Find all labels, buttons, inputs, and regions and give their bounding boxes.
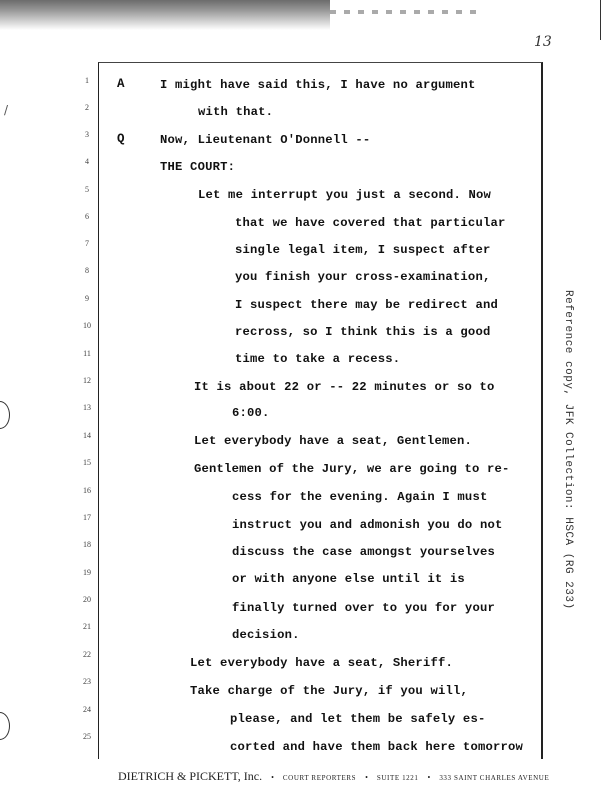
transcript-line: Now, Lieutenant O'Donnell --	[160, 133, 371, 147]
footer-suite: SUITE 1221	[376, 774, 419, 782]
scan-artifact-right-edge	[600, 0, 601, 40]
line-number: 14	[83, 431, 91, 440]
line-number: 23	[83, 677, 91, 686]
transcript-line: Let me interrupt you just a second. Now	[198, 188, 492, 202]
transcript-line: instruct you and admonish you do not	[232, 518, 503, 532]
footer-separator: •	[271, 773, 274, 782]
line-number: 18	[83, 540, 91, 549]
line-number: 20	[83, 595, 91, 604]
footer-separator: •	[427, 773, 431, 782]
speaker-answer: A	[117, 77, 125, 91]
page-number: 13	[534, 34, 552, 50]
line-number: 7	[85, 239, 89, 248]
scan-artifact-top	[0, 0, 330, 30]
line-number: 2	[85, 103, 89, 112]
footer-separator: •	[365, 773, 368, 782]
transcript-line: discuss the case amongst yourselves	[232, 545, 495, 559]
line-number: 3	[85, 130, 89, 139]
transcript-line: you finish your cross-examination,	[235, 270, 491, 284]
line-number: 24	[83, 705, 91, 714]
margin-mark: /	[4, 103, 9, 117]
transcript-line: that we have covered that particular	[235, 216, 506, 230]
transcript-line: Take charge of the Jury, if you will,	[190, 684, 469, 698]
line-number: 21	[83, 622, 91, 631]
speaker-question: Q	[117, 132, 125, 146]
transcript-line: with that.	[198, 105, 274, 119]
line-number: 13	[83, 403, 91, 412]
transcript-line: Let everybody have a seat, Sheriff.	[190, 656, 453, 670]
transcript-line: finally turned over to you for your	[232, 601, 495, 615]
transcript-line: single legal item, I suspect after	[235, 243, 491, 257]
line-number: 25	[83, 732, 91, 741]
punch-hole-top	[0, 401, 10, 429]
transcript-line: I suspect there may be redirect and	[235, 298, 498, 312]
scan-artifact-top-right	[330, 10, 480, 14]
line-number: 19	[83, 568, 91, 577]
footer-role: COURT REPORTERS	[282, 774, 357, 782]
transcript-line: I might have said this, I have no argument	[160, 78, 476, 92]
transcript-line: cess for the evening. Again I must	[232, 490, 488, 504]
transcript-line: time to take a recess.	[235, 352, 401, 366]
line-number: 5	[85, 185, 89, 194]
line-number: 1	[85, 76, 89, 85]
line-number: 10	[83, 321, 91, 330]
transcript-line: decision.	[232, 628, 300, 642]
transcript-line: corted and have them back here tomorrow	[230, 740, 524, 754]
line-number: 22	[83, 650, 91, 659]
line-number: 11	[83, 349, 91, 358]
line-number: 9	[85, 294, 89, 303]
transcript-line: please, and let them be safely es-	[230, 712, 486, 726]
transcript-line: THE COURT:	[160, 160, 236, 174]
transcript-line: It is about 22 or -- 22 minutes or so to	[194, 380, 495, 394]
transcript-line: Let everybody have a seat, Gentlemen.	[194, 434, 473, 448]
transcript-line: recross, so I think this is a good	[235, 325, 491, 339]
line-number: 6	[85, 212, 89, 221]
archival-reference-note: Reference copy, JFK Collection: HSCA (RG 233)	[562, 290, 574, 610]
transcript-line: 6:00.	[232, 406, 270, 420]
footer-address: 333 SAINT CHARLES AVENUE	[439, 774, 550, 782]
line-number: 8	[85, 266, 89, 275]
transcript-line: Gentlemen of the Jury, we are going to re-	[194, 462, 510, 476]
footer-firm: DIETRICH & PICKETT, Inc.	[118, 769, 263, 783]
court-reporter-footer	[118, 769, 549, 784]
line-number: 4	[85, 157, 89, 166]
transcript-line: or with anyone else until it is	[232, 572, 465, 586]
line-number: 16	[83, 486, 91, 495]
line-number: 17	[83, 513, 91, 522]
punch-hole-bottom	[0, 712, 10, 740]
line-number: 12	[83, 376, 91, 385]
line-number: 15	[83, 458, 91, 467]
